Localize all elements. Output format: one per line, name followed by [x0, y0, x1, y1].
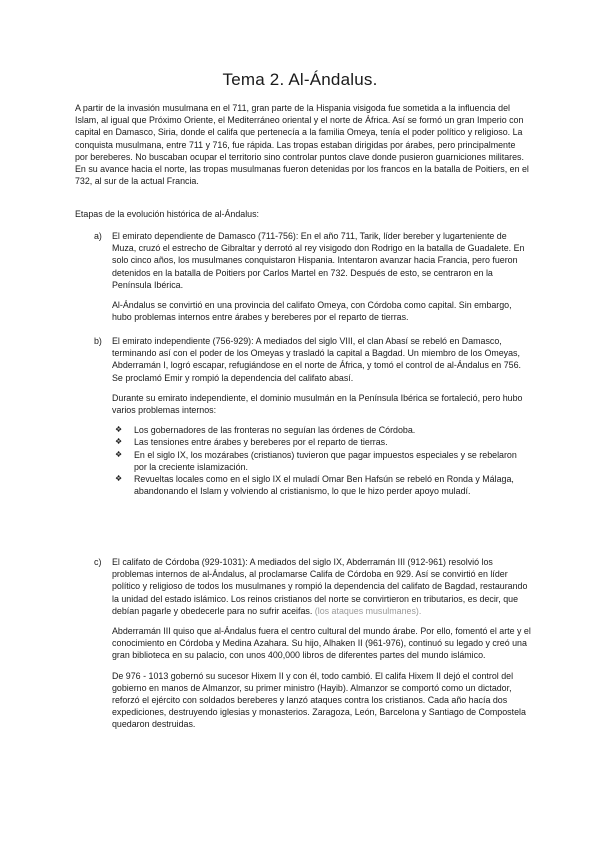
list-item [112, 436, 532, 448]
section-c [94, 556, 532, 739]
section-c-paragraph-1-text: El califato de Córdoba (929-1031): A mediados del siglo IX, Abderramán III (912-961) resolvió los problemas internos de al-Ándalus, al proclamarse Califa de Córdoba en 929. Así se convirtió en líder político y religioso de todos los musulmanes y rompió la dependencia del califato de Bagdad, restaurando la unidad del estado islámico. Los reinos cristianos del norte se convirtieron en tributarios, es decir, que debían pagarle y obedecerle para no sufrir aceifas. [112, 557, 528, 616]
diamond-bullet-icon: ❖ [115, 437, 123, 447]
section-a-paragraph-2: Al-Ándalus se convirtió en una provincia del califato Omeya, con Córdoba como capital. Sin embargo, hubo problemas internos entre árabes y bereberes por el reparto de tierras. [112, 300, 512, 323]
section-a-marker: a) [94, 231, 102, 241]
stages-heading: Etapas de la evolución histórica de al-Ándalus: [75, 209, 260, 219]
section-c-paragraph-1 [112, 556, 532, 617]
page-title: Tema 2. Al-Ándalus. [222, 70, 378, 89]
section-c-paragraph-2: Abderramán III quiso que al-Ándalus fuera el centro cultural del mundo árabe. Por ello, fomentó el arte y el conocimiento en Córdoba y Medina Azahara. Su hijo, Alhaken II (961-976), continuó su legado y creó una gran biblioteca en su palacio, con unos 400,000 libros de diferentes partes del mundo islámico. [112, 626, 531, 661]
list-item-text: En el siglo IX, los mozárabes (cristianos) tuvieron que pagar impuestos especiales y se rebelaron por la creciente islamización. [134, 449, 517, 472]
section-a [94, 230, 532, 331]
section-b-paragraph-2: Durante su emirato independiente, el dominio musulmán en la Península Ibérica se fortaleció, pero hubo varios problemas internos: [112, 392, 523, 416]
aceifas-note: (los ataques musulmanes). [314, 605, 422, 616]
section-c-paragraph-3: De 976 - 1013 gobernó su sucesor Hixem II y con él, todo cambió. El califa Hixem II dejó el control del gobierno en manos de Almanzor, su primer ministro (Hayib). Almanzor se comportó como un dictador, reforzó el ejército con soldados bereberes y lanzó ataques contra los cristianos. Cada año hacía dos expediciones, destruyendo iglesias y monasterios. Zaragoza, León, Barcelona y Santiago de Compostela quedaron destruidas. [112, 670, 526, 730]
problems-list [112, 424, 532, 497]
diamond-bullet-icon: ❖ [115, 425, 123, 435]
list-item [112, 473, 532, 497]
list-item [112, 449, 532, 473]
list-item-text: Revueltas locales como en el siglo IX el muladí Omar Ben Hafsún se rebeló en Ronda y Málaga, abandonando el Islam y volviendo al cristianismo, lo que le hizo perder apoyo muladí. [134, 474, 514, 497]
section-b [94, 335, 532, 497]
diamond-bullet-icon: ❖ [115, 449, 123, 459]
section-b-marker: b) [94, 336, 102, 346]
section-c-marker: c) [94, 557, 102, 567]
list-item-text: Los gobernadores de las fronteras no seguían las órdenes de Córdoba. [134, 425, 416, 436]
list-item-text: Las tensiones entre árabes y bereberes por el reparto de tierras. [134, 437, 388, 448]
intro-paragraph: A partir de la invasión musulmana en el 711, gran parte de la Hispania visigoda fue sometida a la influencia del Islam, al igual que Próximo Oriente, el Mediterráneo oriental y el norte de África. Así se formó un gran Imperio con capital en Damasco, Siria, donde el califa que pertenecía a la familia Omeya, tenía el poder político y religioso. La conquista musulmana, entre 711 y 716, fue rápida. Las tropas estaban dirigidas por árabes, pero principalmente por bereberes. No buscaban ocupar el territorio sino controlar puntos clave donde pusieron guarniciones militares. En su avance hacia el norte, las tropas musulmanas fueron detenidas por los francos en la batalla de Poitiers, en el 732, al sur de la actual Francia. [75, 103, 529, 187]
diamond-bullet-icon: ❖ [115, 474, 123, 484]
list-item [112, 424, 532, 436]
section-a-paragraph-1: El emirato dependiente de Damasco (711-756): En el año 711, Tarik, líder bereber y lugarteniente de Muza, cruzó el estrecho de Gibraltar y derrotó al rey visigodo don Rodrigo en la batalla de Guadalete. En solo cinco años, los musulmanes conquistaron Hispania. Intentaron avanzar hacia Francia, pero fueron detenidos en la batalla de Poitiers por Carlos Martel en 732. Después de esto, se centraron en la Península Ibérica. [112, 231, 525, 290]
section-b-paragraph-1: El emirato independiente (756-929): A mediados del siglo VIII, el clan Abasí se rebeló en Damasco, terminando así con el poder de los Omeyas y trasladó la capital a Bagdad. Un miembro de los Omeyas, Abderramán I, logró escapar, refugiándose en el norte de África, y tomó el control de al-Ándalus en 756. Se proclamó Emir y rompió la dependencia del califato abasí. [112, 336, 521, 383]
